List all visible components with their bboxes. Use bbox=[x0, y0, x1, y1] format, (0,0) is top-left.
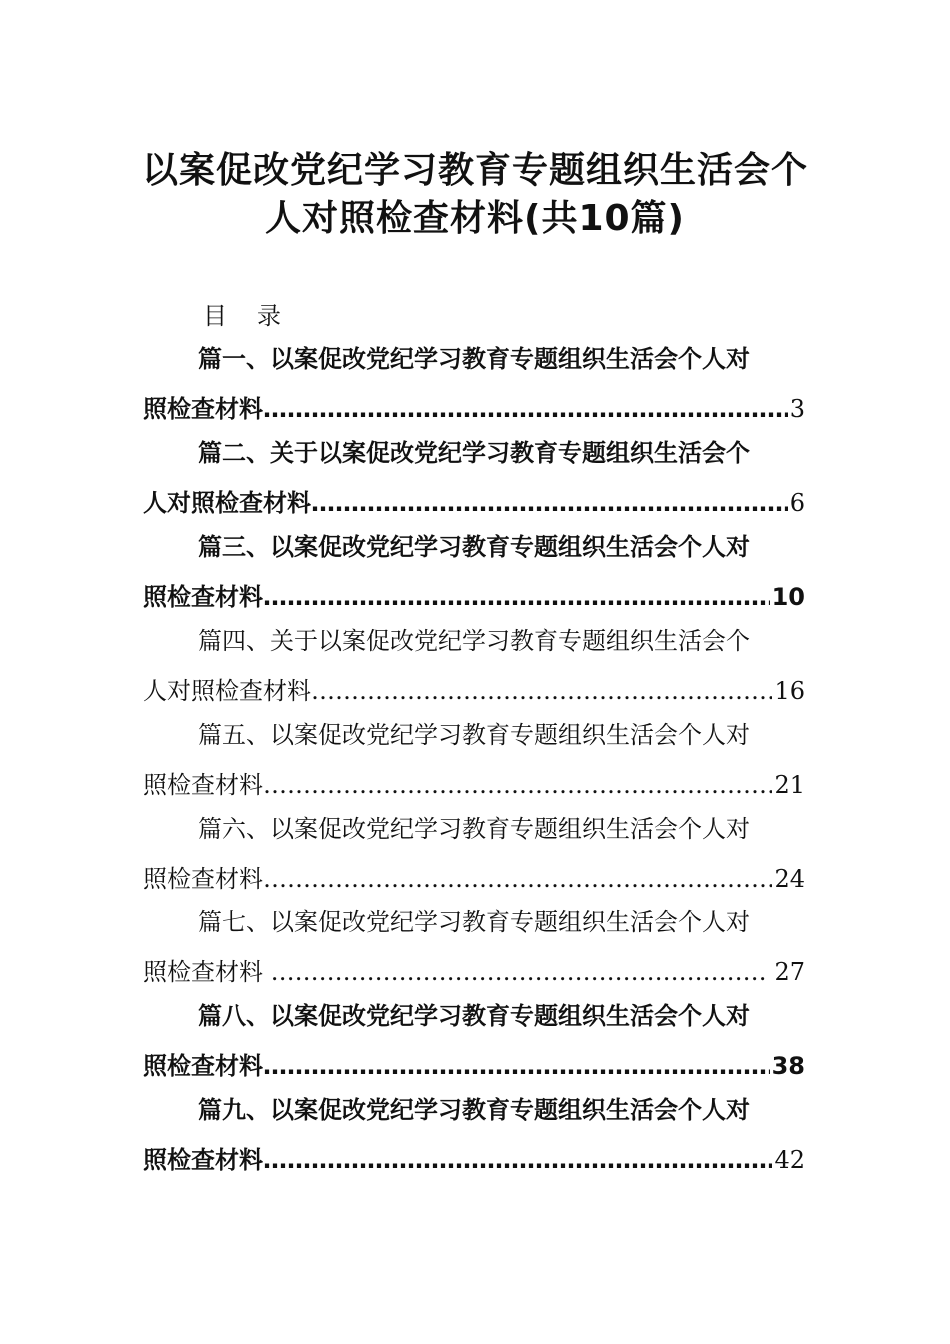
toc-entry-title-end: 照检查材料 bbox=[143, 865, 263, 893]
toc-entry-page-number: 24 bbox=[774, 865, 805, 893]
toc-entry-tail bbox=[143, 1144, 805, 1176]
toc-entry-title: 篇四、关于以案促改党纪学习教育专题组织生活会个 bbox=[198, 627, 750, 655]
toc-entry-title: 篇三、以案促改党纪学习教育专题组织生活会个人对 bbox=[198, 533, 750, 561]
toc-entry-title: 篇六、以案促改党纪学习教育专题组织生活会个人对 bbox=[198, 815, 750, 843]
toc-entry-tail bbox=[143, 1050, 805, 1082]
toc-entry-page-number: 10 bbox=[771, 583, 805, 611]
toc-entry-page-number: 42 bbox=[774, 1146, 805, 1174]
toc-entry-title: 篇九、以案促改党纪学习教育专题组织生活会个人对 bbox=[198, 1096, 750, 1124]
toc-entry-title: 篇五、以案促改党纪学习教育专题组织生活会个人对 bbox=[198, 721, 750, 749]
dot-leader bbox=[263, 581, 770, 613]
dot-leader bbox=[311, 487, 788, 519]
toc-entry-title: 篇一、以案促改党纪学习教育专题组织生活会个人对 bbox=[198, 345, 750, 373]
dot-leader bbox=[263, 1144, 772, 1176]
dot-leader bbox=[263, 769, 772, 801]
toc-entry-title-end: 照检查材料 bbox=[143, 1146, 263, 1174]
toc-entry-page-number: 38 bbox=[771, 1052, 805, 1080]
toc-entry-title-end: 照检查材料 bbox=[143, 583, 263, 611]
toc-entry-title-end: 照检查材料 bbox=[143, 1052, 263, 1080]
toc-entry-tail bbox=[143, 581, 805, 613]
toc-entry-page-number: 3 bbox=[789, 395, 805, 423]
toc-entry-page-number: 16 bbox=[774, 677, 805, 705]
dot-leader bbox=[311, 675, 772, 707]
dot-leader bbox=[263, 1050, 770, 1082]
toc-entry-tail bbox=[143, 769, 805, 801]
dot-leader bbox=[263, 863, 772, 895]
toc-entry-page-number: 21 bbox=[774, 771, 805, 799]
toc-entry-title-end: 照检查材料 bbox=[143, 771, 263, 799]
toc-entry-tail bbox=[143, 956, 805, 988]
toc-heading-char-1: 目 bbox=[203, 302, 227, 330]
toc-entry-tail bbox=[143, 487, 805, 519]
toc-entry-title: 篇七、以案促改党纪学习教育专题组织生活会个人对 bbox=[198, 908, 750, 936]
toc-entry-title-end: 照检查材料 bbox=[143, 958, 271, 986]
toc-entry-tail bbox=[143, 393, 805, 425]
dot-leader bbox=[263, 393, 788, 425]
dot-leader bbox=[271, 956, 765, 988]
document-title-line-1: 以案促改党纪学习教育专题组织生活会个 bbox=[141, 150, 808, 191]
document-title-line-2: 人对照检查材料(共10篇) bbox=[264, 198, 685, 239]
toc-entry-tail bbox=[143, 863, 805, 895]
toc-entry-title-end: 人对照检查材料 bbox=[143, 489, 311, 517]
toc-entry-tail bbox=[143, 675, 805, 707]
toc-entry-title-end: 照检查材料 bbox=[143, 395, 263, 423]
toc-heading bbox=[203, 300, 281, 332]
toc-entry-title: 篇二、关于以案促改党纪学习教育专题组织生活会个 bbox=[198, 439, 750, 467]
toc-heading-char-2: 录 bbox=[257, 302, 281, 330]
toc-entry-title-end: 人对照检查材料 bbox=[143, 677, 311, 705]
toc-entry-page-number: 27 bbox=[766, 958, 805, 986]
toc-entry-page-number: 6 bbox=[789, 489, 805, 517]
toc-entry-title: 篇八、以案促改党纪学习教育专题组织生活会个人对 bbox=[198, 1002, 750, 1030]
